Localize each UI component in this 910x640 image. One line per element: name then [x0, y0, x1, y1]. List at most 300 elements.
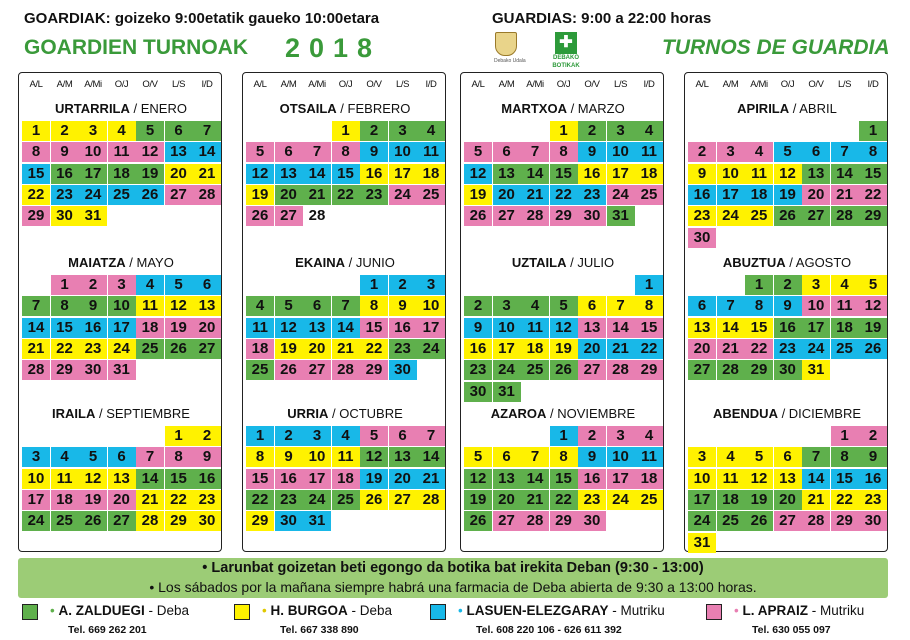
day-cell: 26: [360, 490, 388, 510]
day-cell: 3: [802, 275, 830, 295]
day-cell: 25: [521, 360, 549, 380]
day-cell: 17: [802, 318, 830, 338]
day-cell: 22: [360, 339, 388, 359]
day-cell: 9: [79, 296, 107, 316]
day-cell: 29: [831, 511, 859, 531]
day-cell: 23: [774, 339, 802, 359]
day-cell: 15: [635, 318, 663, 338]
day-cell: 20: [774, 490, 802, 510]
day-cell: 21: [332, 339, 360, 359]
day-cell: 26: [774, 206, 802, 226]
month-title: [685, 406, 889, 421]
month-name-basque: URTARRILA: [55, 101, 130, 116]
month-name-spanish: OCTUBRE: [339, 406, 403, 421]
day-cell: 29: [22, 206, 50, 226]
day-cell: 6: [303, 296, 331, 316]
day-cell: 24: [717, 206, 745, 226]
day-cell: 20: [578, 339, 606, 359]
day-cell: 20: [275, 185, 303, 205]
pharmacy-logo-caption-1: DEBAKO: [552, 55, 579, 61]
day-cell: 21: [193, 164, 221, 184]
legend-bullet-icon: •: [50, 603, 59, 618]
day-cell: 26: [165, 339, 193, 359]
day-header: L/S: [395, 79, 410, 90]
day-cell: 26: [745, 511, 773, 531]
month-name-basque: EKAINA: [295, 255, 345, 270]
day-cell: 21: [521, 490, 549, 510]
day-cell: 23: [193, 490, 221, 510]
day-cell: 2: [79, 275, 107, 295]
saturday-note: [18, 558, 888, 598]
day-header: O/V: [366, 79, 382, 90]
day-cell: 26: [79, 511, 107, 531]
day-cell: 28: [22, 360, 50, 380]
day-cell: 11: [246, 318, 274, 338]
day-cell: 17: [22, 490, 50, 510]
legend-phone: Tel. 608 220 106 - 626 611 392: [476, 624, 622, 636]
day-cell: 11: [521, 318, 549, 338]
day-cell: 5: [136, 121, 164, 141]
month-separator: /: [566, 255, 578, 270]
day-cell: 12: [79, 469, 107, 489]
day-header: A/Mi: [750, 79, 768, 90]
day-cell: 19: [136, 164, 164, 184]
day-cell: 16: [389, 318, 417, 338]
day-cell: 20: [802, 185, 830, 205]
day-cell: 26: [464, 511, 492, 531]
month-name-spanish: JUNIO: [355, 255, 395, 270]
day-cell: 1: [51, 275, 79, 295]
day-cell: 16: [464, 339, 492, 359]
day-cell: 9: [51, 142, 79, 162]
month-name-spanish: AGOSTO: [795, 255, 852, 270]
day-header: I/D: [643, 79, 655, 90]
day-cell: 25: [108, 185, 136, 205]
day-cell: 20: [108, 490, 136, 510]
day-cell: 11: [831, 296, 859, 316]
day-cell: 24: [389, 185, 417, 205]
day-cell: 23: [360, 185, 388, 205]
day-cell: 24: [688, 511, 716, 531]
day-cell: 2: [578, 121, 606, 141]
day-cell: 20: [389, 469, 417, 489]
day-cell: 13: [165, 142, 193, 162]
day-cell: 16: [688, 185, 716, 205]
day-cell: 29: [635, 360, 663, 380]
day-cell: 18: [246, 339, 274, 359]
day-cell: 29: [165, 511, 193, 531]
day-cell: 31: [79, 206, 107, 226]
day-cell: 22: [831, 490, 859, 510]
day-cell: 24: [417, 339, 445, 359]
day-cell: 10: [607, 447, 635, 467]
day-header: L/S: [613, 79, 628, 90]
day-cell: 12: [165, 296, 193, 316]
day-cell: 27: [493, 206, 521, 226]
month-name-spanish: FEBRERO: [347, 101, 411, 116]
saturday-note-basque: • Larunbat goizetan beti egongo da botika bat irekita Deban (9:30 - 13:00): [202, 560, 704, 576]
day-cell: 28: [831, 206, 859, 226]
day-cell: 3: [688, 447, 716, 467]
day-cell: 18: [136, 318, 164, 338]
day-cell: 27: [108, 511, 136, 531]
day-cell: 12: [464, 469, 492, 489]
day-cell: 28: [607, 360, 635, 380]
calendar-panel-2: [242, 72, 446, 552]
day-cell: 12: [246, 164, 274, 184]
day-cell: 3: [717, 142, 745, 162]
day-cell: 30: [774, 360, 802, 380]
legend-pharmacy-name: LASUEN-ELEZGARAY: [466, 603, 609, 618]
day-cell: 31: [688, 533, 716, 553]
day-cell: 2: [688, 142, 716, 162]
legend-pharmacy: [458, 603, 665, 618]
day-cell: 11: [108, 142, 136, 162]
day-cell: 13: [578, 318, 606, 338]
day-cell: 26: [136, 185, 164, 205]
legend-pharmacy-town: - Deba: [347, 603, 393, 618]
day-cell: 19: [246, 185, 274, 205]
month-name-basque: APIRILA: [737, 101, 790, 116]
day-cell: 4: [717, 447, 745, 467]
day-cell: 30: [578, 206, 606, 226]
month-name-basque: AZAROA: [490, 406, 547, 421]
day-cell: 11: [635, 447, 663, 467]
day-cell: 10: [22, 469, 50, 489]
day-cell: 5: [275, 296, 303, 316]
day-cell: 14: [802, 469, 830, 489]
day-cell: 5: [859, 275, 887, 295]
day-cell: 4: [417, 121, 445, 141]
day-cell: 7: [521, 142, 549, 162]
day-cell: 2: [51, 121, 79, 141]
day-cell: 10: [688, 469, 716, 489]
legend-pharmacy: [262, 603, 392, 618]
day-cell: 25: [51, 511, 79, 531]
day-cell: 10: [717, 164, 745, 184]
day-cell: 16: [275, 469, 303, 489]
day-header: A/M: [56, 79, 73, 90]
day-header: I/D: [425, 79, 437, 90]
month-separator: /: [785, 255, 796, 270]
day-cell: 19: [550, 339, 578, 359]
day-cell: 17: [688, 490, 716, 510]
month-title: [461, 406, 665, 421]
day-cell: 1: [246, 426, 274, 446]
day-cell: 10: [493, 318, 521, 338]
day-cell: 24: [22, 511, 50, 531]
day-cell: 17: [303, 469, 331, 489]
day-cell: 10: [79, 142, 107, 162]
day-cell: 13: [193, 296, 221, 316]
day-cell: 6: [108, 447, 136, 467]
day-cell: 21: [417, 469, 445, 489]
day-cell: 19: [774, 185, 802, 205]
day-cell: 8: [51, 296, 79, 316]
day-cell: 3: [389, 121, 417, 141]
month-title: [461, 255, 665, 270]
day-cell: 12: [275, 318, 303, 338]
legend-bullet-icon: •: [458, 603, 467, 618]
day-cell: 17: [607, 469, 635, 489]
day-cell: 12: [745, 469, 773, 489]
day-cell: 2: [275, 426, 303, 446]
day-cell: 29: [550, 206, 578, 226]
day-cell: 5: [550, 296, 578, 316]
day-cell: 27: [389, 490, 417, 510]
day-cell: 17: [108, 318, 136, 338]
month-title: [19, 101, 223, 116]
day-cell: 24: [108, 339, 136, 359]
day-cell: 30: [79, 360, 107, 380]
day-cell: 11: [136, 296, 164, 316]
day-cell: 22: [635, 339, 663, 359]
day-cell: 1: [360, 275, 388, 295]
month-name-basque: ABUZTUA: [722, 255, 786, 270]
day-cell: 3: [79, 121, 107, 141]
day-header: A/L: [471, 79, 485, 90]
day-cell: 4: [831, 275, 859, 295]
day-cell: 25: [635, 490, 663, 510]
day-cell: 16: [360, 164, 388, 184]
day-cell: 22: [51, 339, 79, 359]
day-cell: 14: [417, 447, 445, 467]
day-cell: 9: [275, 447, 303, 467]
month-separator: /: [328, 406, 340, 421]
day-cell: 28: [332, 360, 360, 380]
legend-pharmacy: [734, 603, 864, 618]
day-cell: 7: [802, 447, 830, 467]
day-cell: 30: [464, 382, 492, 402]
day-cell: 4: [635, 426, 663, 446]
month-name-spanish: MAYO: [136, 255, 174, 270]
day-cell: 20: [303, 339, 331, 359]
day-header: I/D: [867, 79, 879, 90]
day-cell: 28: [521, 511, 549, 531]
day-cell: 23: [688, 206, 716, 226]
day-cell: 21: [607, 339, 635, 359]
day-cell: 5: [774, 142, 802, 162]
month-separator: /: [129, 101, 141, 116]
day-cell: 14: [332, 318, 360, 338]
legend-swatch: [22, 604, 38, 620]
day-cell: 25: [745, 206, 773, 226]
day-cell: 16: [578, 164, 606, 184]
day-cell: 27: [802, 206, 830, 226]
legend-pharmacy-town: - Mutriku: [608, 603, 665, 618]
day-cell: 7: [332, 296, 360, 316]
day-header: O/V: [808, 79, 824, 90]
day-cell: 15: [246, 469, 274, 489]
shield-icon: [495, 32, 517, 56]
town-logo-caption: Debako Udala: [494, 58, 526, 64]
day-cell: 8: [165, 447, 193, 467]
day-cell: 17: [717, 185, 745, 205]
day-cell: 9: [389, 296, 417, 316]
day-cell: 27: [493, 511, 521, 531]
day-cell: 9: [774, 296, 802, 316]
month-name-basque: ABENDUA: [712, 406, 778, 421]
day-header: O/J: [114, 79, 129, 90]
day-cell: 18: [831, 318, 859, 338]
day-cell: 22: [550, 490, 578, 510]
day-cell: 10: [303, 447, 331, 467]
day-cell: 18: [108, 164, 136, 184]
month-title: [243, 255, 447, 270]
day-cell: 8: [246, 447, 274, 467]
day-cell: 14: [831, 164, 859, 184]
day-cell: 1: [745, 275, 773, 295]
day-cell: 28: [308, 207, 326, 225]
day-cell: 18: [332, 469, 360, 489]
legend-bullet-icon: •: [734, 603, 743, 618]
day-cell: 19: [464, 490, 492, 510]
day-cell: 18: [417, 164, 445, 184]
day-header: O/J: [556, 79, 571, 90]
day-cell: 29: [51, 360, 79, 380]
day-cell: 6: [389, 426, 417, 446]
day-cell: 6: [275, 142, 303, 162]
day-cell: 10: [802, 296, 830, 316]
day-cell: 13: [688, 318, 716, 338]
day-cell: 30: [859, 511, 887, 531]
day-cell: 30: [193, 511, 221, 531]
hours-basque: GOARDIAK: goizeko 9:00etatik gaueko 10:00etara: [24, 10, 380, 27]
day-cell: 17: [607, 164, 635, 184]
day-cell: 24: [303, 490, 331, 510]
day-cell: 2: [464, 296, 492, 316]
day-cell: 31: [802, 360, 830, 380]
day-cell: 5: [246, 142, 274, 162]
day-cell: 14: [136, 469, 164, 489]
day-cell: 1: [859, 121, 887, 141]
day-cell: 28: [136, 511, 164, 531]
day-cell: 7: [303, 142, 331, 162]
day-cell: 25: [831, 339, 859, 359]
month-separator: /: [789, 101, 800, 116]
day-cell: 13: [303, 318, 331, 338]
day-cell: 14: [717, 318, 745, 338]
day-cell: 24: [79, 185, 107, 205]
legend-pharmacy-name: L. APRAIZ: [742, 603, 808, 618]
day-cell: 2: [360, 121, 388, 141]
day-cell: 9: [578, 447, 606, 467]
day-cell: 6: [578, 296, 606, 316]
day-cell: 29: [745, 360, 773, 380]
legend-phone: Tel. 630 055 097: [752, 624, 831, 636]
day-cell: 8: [360, 296, 388, 316]
day-cell: 6: [193, 275, 221, 295]
day-cell: 24: [493, 360, 521, 380]
day-header: A/Mi: [308, 79, 326, 90]
day-cell: 17: [79, 164, 107, 184]
day-cell: 6: [165, 121, 193, 141]
day-cell: 4: [521, 296, 549, 316]
day-cell: 22: [332, 185, 360, 205]
legend-pharmacy-town: - Mutriku: [807, 603, 865, 618]
calendar-panel-4: [684, 72, 888, 552]
day-cell: 30: [389, 360, 417, 380]
day-cell: 23: [859, 490, 887, 510]
day-cell: 30: [688, 228, 716, 248]
day-header: L/S: [171, 79, 186, 90]
day-cell: 1: [22, 121, 50, 141]
day-cell: 29: [360, 360, 388, 380]
pharmacy-cross-icon: ✚: [555, 32, 577, 54]
pharmacy-logo: [548, 32, 584, 70]
day-cell: 15: [859, 164, 887, 184]
month-name-spanish: SEPTIEMBRE: [106, 406, 190, 421]
day-cell: 24: [607, 185, 635, 205]
month-name-spanish: MARZO: [577, 101, 625, 116]
day-cell: 1: [332, 121, 360, 141]
day-cell: 7: [417, 426, 445, 446]
month-title: [243, 101, 447, 116]
day-cell: 11: [717, 469, 745, 489]
day-cell: 19: [859, 318, 887, 338]
day-cell: 27: [193, 339, 221, 359]
day-cell: 2: [389, 275, 417, 295]
legend-phone: Tel. 669 262 201: [68, 624, 147, 636]
day-cell: 19: [79, 490, 107, 510]
day-cell: 12: [360, 447, 388, 467]
day-cell: 26: [859, 339, 887, 359]
day-cell: 16: [774, 318, 802, 338]
day-cell: 8: [831, 447, 859, 467]
day-cell: 3: [108, 275, 136, 295]
day-cell: 23: [578, 490, 606, 510]
day-cell: 16: [79, 318, 107, 338]
day-cell: 12: [550, 318, 578, 338]
day-cell: 10: [389, 142, 417, 162]
day-cell: 19: [165, 318, 193, 338]
day-cell: 7: [136, 447, 164, 467]
day-cell: 10: [607, 142, 635, 162]
day-cell: 25: [136, 339, 164, 359]
day-cell: 27: [275, 206, 303, 226]
day-cell: 21: [303, 185, 331, 205]
day-cell: 13: [275, 164, 303, 184]
day-header: A/M: [498, 79, 515, 90]
day-cell: 27: [165, 185, 193, 205]
day-cell: 7: [22, 296, 50, 316]
legend-pharmacy-name: H. BURGOA: [270, 603, 348, 618]
day-cell: 22: [550, 185, 578, 205]
day-cell: 19: [360, 469, 388, 489]
day-cell: 25: [635, 185, 663, 205]
month-name-spanish: DICIEMBRE: [788, 406, 862, 421]
day-cell: 10: [108, 296, 136, 316]
day-cell: 15: [22, 164, 50, 184]
day-cell: 19: [745, 490, 773, 510]
day-cell: 25: [417, 185, 445, 205]
day-cell: 15: [550, 164, 578, 184]
day-cell: 21: [136, 490, 164, 510]
day-cell: 17: [417, 318, 445, 338]
month-name-basque: UZTAILA: [511, 255, 567, 270]
month-separator: /: [345, 255, 356, 270]
day-cell: 1: [635, 275, 663, 295]
day-cell: 18: [521, 339, 549, 359]
day-header: A/Mi: [526, 79, 544, 90]
month-name-spanish: ABRIL: [799, 101, 837, 116]
day-cell: 8: [550, 142, 578, 162]
day-cell: 30: [275, 511, 303, 531]
day-cell: 9: [193, 447, 221, 467]
day-cell: 30: [51, 206, 79, 226]
day-cell: 5: [165, 275, 193, 295]
day-cell: 28: [417, 490, 445, 510]
